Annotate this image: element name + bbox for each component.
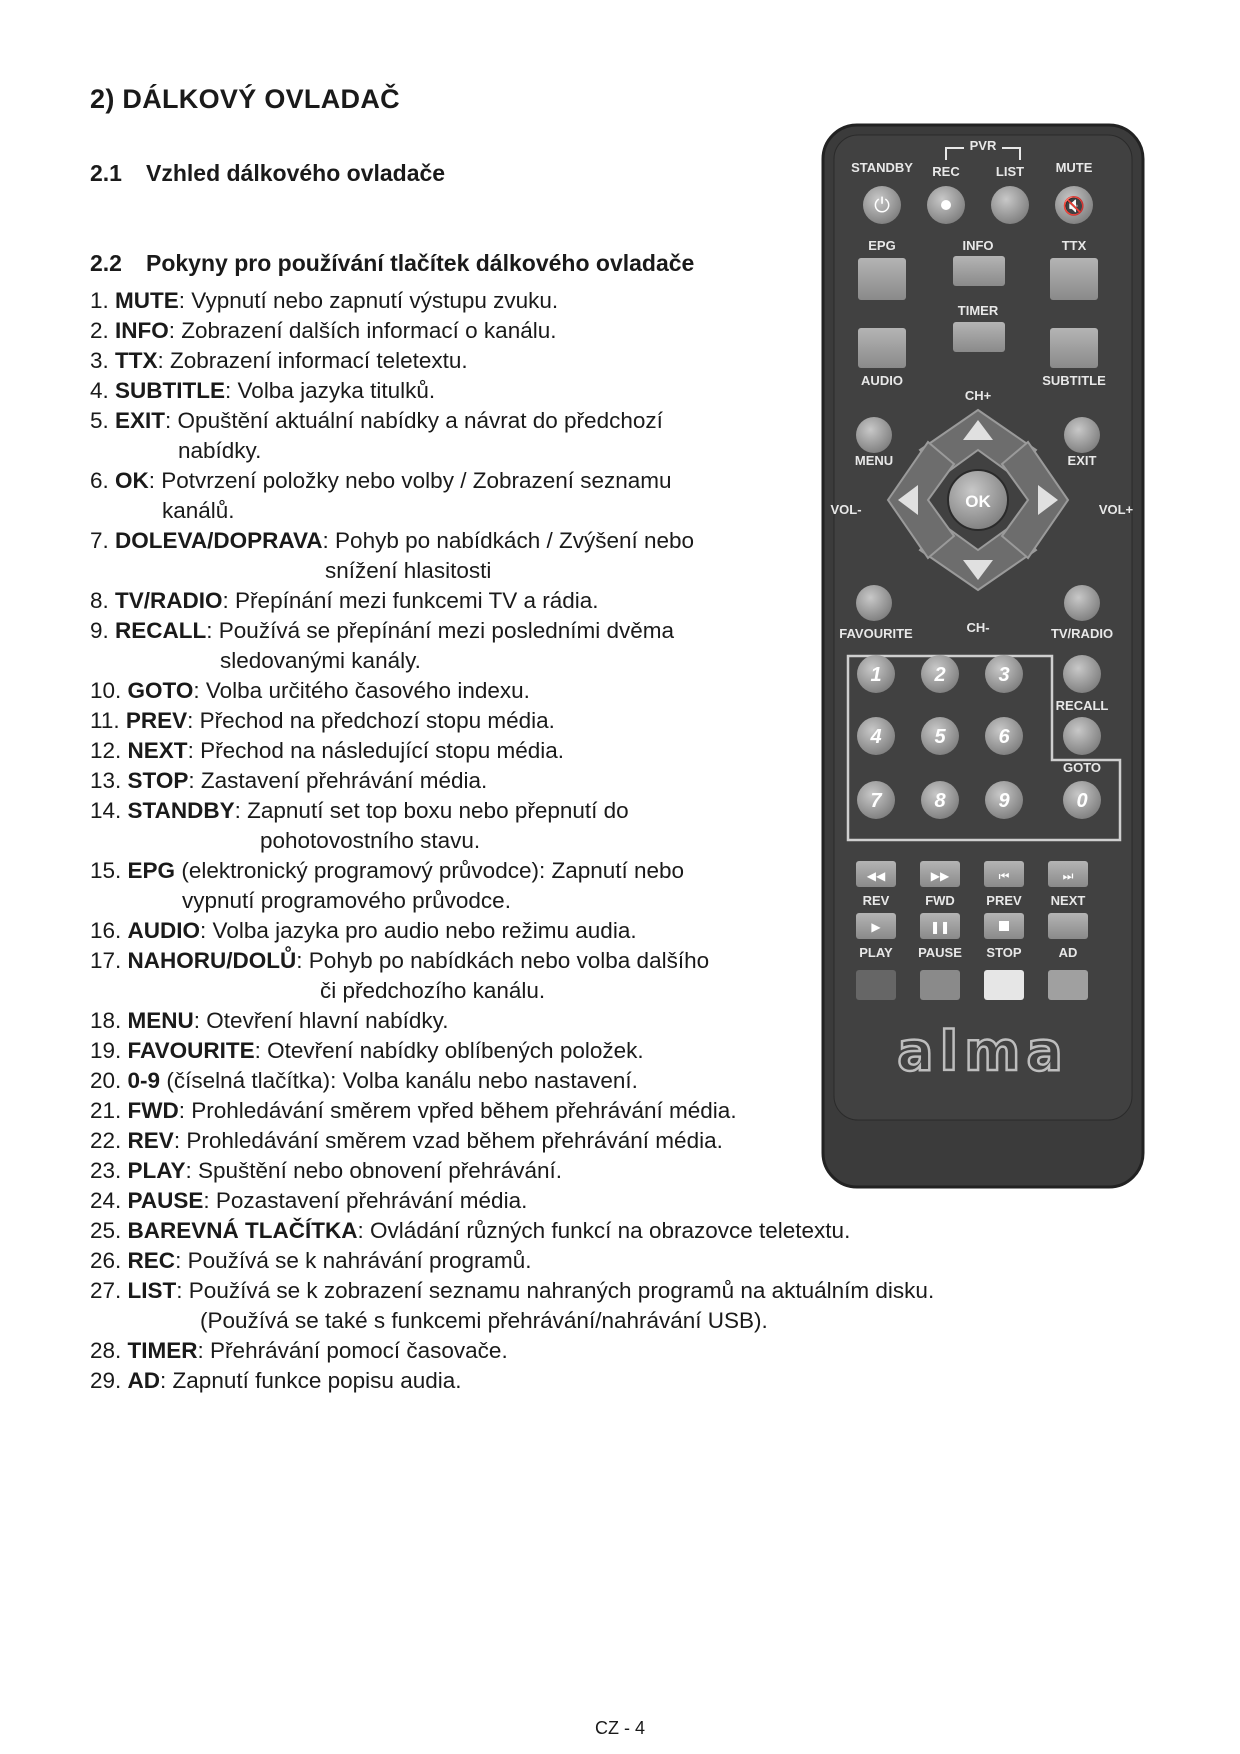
item-key: REV	[127, 1128, 174, 1153]
tvradio-button	[1064, 585, 1100, 621]
item-number: 15.	[90, 858, 122, 883]
goto-button	[1063, 717, 1101, 755]
stop-icon	[999, 921, 1009, 931]
section-heading-appearance	[90, 160, 445, 187]
item-key: PAUSE	[127, 1188, 204, 1213]
item-number: 7.	[90, 528, 109, 553]
favourite-label: FAVOURITE	[839, 626, 913, 641]
digit-label: 6	[998, 726, 1010, 748]
rev-label: REV	[862, 893, 890, 908]
fwd-label: FWD	[925, 893, 955, 908]
item-key: TIMER	[127, 1338, 198, 1363]
item-key: RECALL	[115, 618, 207, 643]
ok-label: OK	[965, 492, 991, 511]
item-key: MENU	[127, 1008, 194, 1033]
skip-back-icon: ⏮	[998, 869, 1010, 883]
item-text: : Zobrazení dalších informací o kanálu.	[168, 318, 557, 343]
digit-label: 5	[934, 726, 946, 748]
item-continuation: či předchozího kanálu.	[320, 978, 546, 1003]
item-text: : Volba jazyka pro audio nebo režimu audia.	[200, 918, 637, 943]
item-number: 2.	[90, 318, 109, 343]
favourite-button	[856, 585, 892, 621]
exit-button	[1064, 417, 1100, 453]
item-key: TTX	[115, 348, 158, 373]
item-number: 16.	[90, 918, 122, 943]
item-number: 25.	[90, 1218, 122, 1243]
item-number: 29.	[90, 1368, 122, 1393]
list-item	[90, 1246, 1090, 1276]
brand-logo: alma	[897, 1020, 1069, 1083]
stop-label: STOP	[986, 945, 1022, 960]
section-number: 2.2	[90, 250, 122, 276]
red-button	[856, 970, 896, 1000]
item-key: EPG	[127, 858, 176, 883]
item-text: : Volba jazyka titulků.	[225, 378, 436, 403]
item-text: : Zapnutí set top boxu nebo přepnutí do	[234, 798, 629, 823]
blue-button	[1048, 970, 1088, 1000]
item-number: 19.	[90, 1038, 122, 1063]
item-number: 27.	[90, 1278, 122, 1303]
item-key: STOP	[127, 768, 189, 793]
item-text: : Pohyb po nabídkách / Zvýšení nebo	[322, 528, 695, 553]
item-continuation: vypnutí programového průvodce.	[182, 888, 511, 913]
item-key: STANDBY	[127, 798, 235, 823]
ad-label: AD	[1058, 945, 1078, 960]
volplus-label: VOL+	[1098, 502, 1134, 517]
item-text: : Spuštění nebo obnovení přehrávání.	[185, 1158, 563, 1183]
info-label: INFO	[962, 238, 994, 253]
chplus-label: CH+	[964, 388, 992, 403]
item-continuation: nabídky.	[178, 438, 262, 463]
standby-label: STANDBY	[851, 160, 913, 175]
volminus-label: VOL-	[830, 502, 862, 517]
tvradio-label: TV/RADIO	[1050, 626, 1114, 641]
item-key: NEXT	[127, 738, 188, 763]
power-icon: ⏻	[874, 193, 890, 217]
rewind-icon: ◀◀	[866, 869, 886, 883]
item-number: 10.	[90, 678, 122, 703]
item-key: AUDIO	[127, 918, 201, 943]
digit-label: 8	[934, 790, 946, 812]
subtitle-label: SUBTITLE	[1042, 373, 1106, 388]
recall-button	[1063, 655, 1101, 693]
digit-label: 3	[998, 664, 1010, 686]
item-text: : Prohledávání směrem vzad během přehrávání média.	[173, 1128, 723, 1153]
item-key: PLAY	[127, 1158, 186, 1183]
item-text: : Přechod na následující stopu média.	[187, 738, 565, 763]
timer-button	[953, 322, 1005, 352]
page-heading: 2) DÁLKOVÝ OVLADAČ	[90, 84, 400, 114]
item-number: 23.	[90, 1158, 122, 1183]
item-key: INFO	[115, 318, 169, 343]
digit-label: 1	[870, 664, 882, 686]
pause-icon: ❚❚	[929, 920, 951, 934]
digit-label: 4	[870, 726, 882, 748]
epg-button	[858, 258, 906, 300]
recall-label: RECALL	[1055, 698, 1109, 713]
mute-label: MUTE	[1055, 160, 1093, 175]
digit-label: 0	[1076, 790, 1088, 812]
menu-button	[856, 417, 892, 453]
item-text: : Používá se k zobrazení seznamu nahraných programů na aktuálním disku.	[176, 1278, 935, 1303]
digit-label: 2	[934, 664, 946, 686]
remote-control-illustration	[818, 120, 1148, 1192]
list-item	[90, 1216, 1090, 1246]
timer-label: TIMER	[957, 303, 999, 318]
list-item	[90, 1366, 1090, 1396]
item-key: EXIT	[115, 408, 166, 433]
audio-label: AUDIO	[861, 373, 903, 388]
item-continuation: pohotovostního stavu.	[260, 828, 481, 853]
item-text: : Otevření nabídky oblíbených položek.	[254, 1038, 644, 1063]
mute-icon: 🔇	[1062, 196, 1086, 217]
ttx-button	[1050, 258, 1098, 300]
pvr-label: PVR	[969, 138, 997, 153]
item-key: 0-9	[127, 1068, 161, 1093]
fast-forward-icon: ▶▶	[930, 869, 950, 883]
list-button	[991, 186, 1029, 224]
item-key: SUBTITLE	[115, 378, 226, 403]
item-key: GOTO	[127, 678, 194, 703]
page-footer: CZ - 4	[594, 1718, 645, 1738]
item-text: (číselná tlačítka): Volba kanálu nebo nastavení.	[160, 1068, 638, 1093]
item-text: : Pohyb po nabídkách nebo volba dalšího	[296, 948, 710, 973]
audio-button	[858, 328, 906, 368]
item-key: OK	[115, 468, 149, 493]
item-key: MUTE	[115, 288, 179, 313]
item-text: : Přepínání mezi funkcemi TV a rádia.	[222, 588, 599, 613]
item-text: : Používá se přepínání mezi posledními dvěma	[206, 618, 675, 643]
item-key: FAVOURITE	[127, 1038, 255, 1063]
item-number: 17.	[90, 948, 122, 973]
digit-label: 7	[870, 790, 882, 812]
item-key: NAHORU/DOLŮ	[127, 948, 297, 973]
item-continuation: sledovanými kanály.	[220, 648, 421, 673]
item-number: 26.	[90, 1248, 122, 1273]
item-text: : Opuštění aktuální nabídky a návrat do předchozí	[165, 408, 663, 433]
ttx-label: TTX	[1061, 238, 1087, 253]
item-number: 9.	[90, 618, 109, 643]
item-number: 13.	[90, 768, 122, 793]
item-key: REC	[127, 1248, 176, 1273]
epg-label: EPG	[868, 238, 896, 253]
item-number: 18.	[90, 1008, 122, 1033]
item-number: 4.	[90, 378, 109, 403]
item-key: DOLEVA/DOPRAVA	[115, 528, 323, 553]
next-label: NEXT	[1050, 893, 1086, 908]
play-label: PLAY	[859, 945, 893, 960]
item-number: 8.	[90, 588, 109, 613]
item-number: 3.	[90, 348, 109, 373]
goto-label: GOTO	[1062, 760, 1102, 775]
section-title: Vzhled dálkového ovladače	[146, 160, 446, 186]
item-number: 11.	[90, 708, 120, 733]
item-text: : Otevření hlavní nabídky.	[193, 1008, 449, 1033]
item-text: : Pozastavení přehrávání média.	[203, 1188, 528, 1213]
item-number: 22.	[90, 1128, 122, 1153]
record-icon	[941, 200, 951, 210]
list-item	[90, 1276, 1090, 1336]
list-item	[90, 1336, 1090, 1366]
list-label: LIST	[995, 164, 1025, 179]
item-number: 24.	[90, 1188, 122, 1213]
item-key: TV/RADIO	[115, 588, 223, 613]
info-button	[953, 256, 1005, 286]
item-key: BAREVNÁ TLAČÍTKA	[127, 1218, 358, 1243]
item-number: 21.	[90, 1098, 122, 1123]
item-number: 12.	[90, 738, 122, 763]
item-key: PREV	[125, 708, 188, 733]
chminus-label: CH-	[966, 620, 990, 635]
item-text: : Přechod na předchozí stopu média.	[187, 708, 555, 733]
ad-button	[1048, 913, 1088, 939]
item-number: 5.	[90, 408, 109, 433]
item-key: FWD	[127, 1098, 179, 1123]
item-continuation: (Používá se také s funkcemi přehrávání/nahrávání USB).	[200, 1308, 768, 1333]
item-text: : Volba určitého časového indexu.	[193, 678, 530, 703]
section-number: 2.1	[90, 160, 122, 186]
item-text: : Potvrzení položky nebo volby / Zobrazení seznamu	[148, 468, 672, 493]
pause-label: PAUSE	[918, 945, 962, 960]
menu-label: MENU	[854, 453, 894, 468]
green-button	[920, 970, 960, 1000]
item-text: : Zastavení přehrávání média.	[188, 768, 488, 793]
subtitle-button	[1050, 328, 1098, 368]
item-text: : Ovládání různých funkcí na obrazovce teletextu.	[357, 1218, 851, 1243]
item-number: 6.	[90, 468, 109, 493]
item-text: : Zapnutí funkce popisu audia.	[160, 1368, 462, 1393]
item-number: 1.	[90, 288, 109, 313]
item-continuation: kanálů.	[162, 498, 235, 523]
yellow-button	[984, 970, 1024, 1000]
item-number: 28.	[90, 1338, 122, 1363]
item-number: 20.	[90, 1068, 122, 1093]
prev-label: PREV	[986, 893, 1022, 908]
item-key: LIST	[127, 1278, 177, 1303]
exit-label: EXIT	[1067, 453, 1097, 468]
item-text: (elektronický programový průvodce): Zapnutí nebo	[175, 858, 685, 883]
item-text: : Vypnutí nebo zapnutí výstupu zvuku.	[178, 288, 559, 313]
item-key: AD	[127, 1368, 161, 1393]
item-number: 14.	[90, 798, 122, 823]
section-title: Pokyny pro používání tlačítek dálkového ovladače	[146, 250, 695, 276]
skip-forward-icon: ⏭	[1062, 869, 1074, 883]
item-continuation: snížení hlasitosti	[325, 558, 492, 583]
rec-label: REC	[932, 164, 960, 179]
item-text: : Používá se k nahrávání programů.	[175, 1248, 532, 1273]
section-heading-instructions	[90, 250, 694, 277]
digit-label: 9	[998, 790, 1010, 812]
play-icon: ▶	[871, 920, 881, 934]
item-text: : Prohledávání směrem vpřed během přehrávání média.	[178, 1098, 737, 1123]
item-text: : Přehrávání pomocí časovače.	[197, 1338, 508, 1363]
item-text: : Zobrazení informací teletextu.	[157, 348, 468, 373]
